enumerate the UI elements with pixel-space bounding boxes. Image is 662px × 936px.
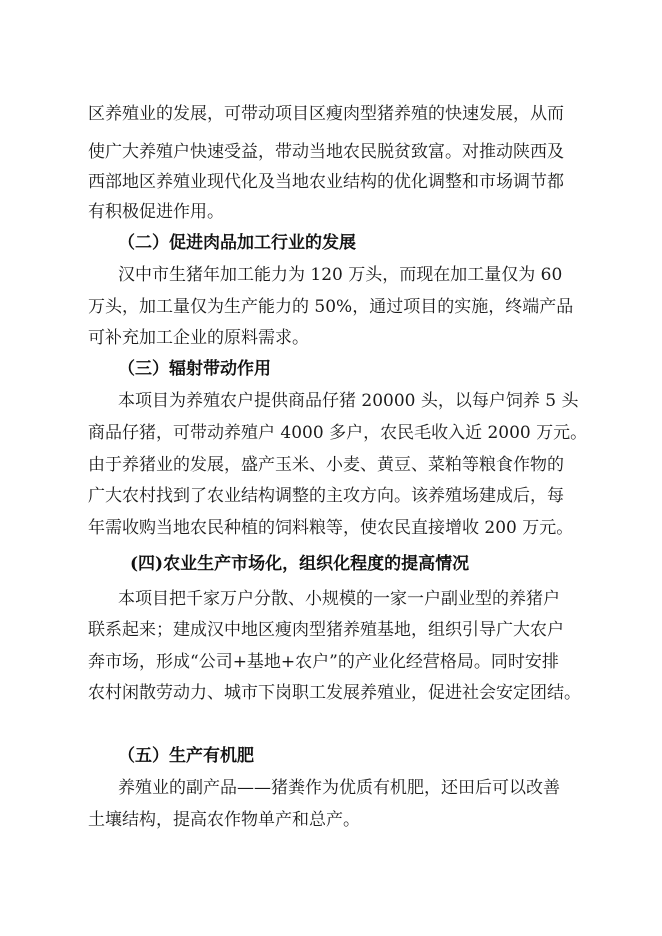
section-4-line-4: 农村闲散劳动力、城市下岗职工发展养殖业，促进社会安定团结。	[88, 683, 581, 703]
section-2-line-3: 可补充加工企业的原料需求。	[88, 328, 309, 348]
section-2-line-2: 万头，加工量仅为生产能力的 50%，通过项目的实施，终端产品	[88, 297, 574, 317]
section-2-heading: （二）促进肉品加工行业的发展	[118, 233, 356, 253]
section-5-line-1: 养殖业的副产品——猪粪作为优质有机肥，还田后可以改善	[118, 778, 560, 798]
section-3-line-1: 本项目为养殖农户提供商品仔猪 20000 头，以每户饲养 5 头	[118, 391, 579, 411]
paragraph-1-line-4: 有积极促进作用。	[88, 202, 224, 222]
section-3-line-5: 年需收购当地农民种植的饲料粮等，使农民直接增收 200 万元。	[88, 518, 574, 538]
section-3-line-4: 广大农村找到了农业结构调整的主攻方向。该养殖场建成后，每	[88, 486, 564, 506]
section-5-line-2: 土壤结构，提高农作物单产和总产。	[88, 810, 360, 830]
paragraph-1-line-1: 区养殖业的发展，可带动项目区瘦肉型猪养殖的快速发展，从而	[88, 104, 564, 124]
section-4-line-3: 奔市场，形成“公司+基地+农户”的产业化经营格局。同时安排	[88, 652, 559, 672]
paragraph-1-line-2: 使广大养殖户快速受益，带动当地农民脱贫致富。对推动陕西及	[88, 142, 564, 162]
section-4-heading: (四)农业生产市场化，组织化程度的提高情况	[130, 554, 470, 574]
section-3-heading: （三）辐射带动作用	[118, 359, 271, 379]
section-2-line-1: 汉中市生猪年加工能力为 120 万头，而现在加工量仅为 60	[118, 265, 563, 285]
section-4-line-2: 联系起来；建成汉中地区瘦肉型猪养殖基地，组织引导广大农户	[88, 620, 564, 640]
section-3-line-3: 由于养猪业的发展，盛产玉米、小麦、黄豆、菜粕等粮食作物的	[88, 455, 564, 475]
section-3-line-2: 商品仔猪，可带动养殖户 4000 多户，农民毛收入近 2000 万元。	[88, 423, 588, 443]
paragraph-1-line-3: 西部地区养殖业现代化及当地农业结构的优化调整和市场调节都	[88, 172, 564, 192]
section-4-line-1: 本项目把千家万户分散、小规模的一家一户副业型的养猪户	[118, 589, 560, 609]
section-5-heading: （五）生产有机肥	[118, 746, 254, 766]
